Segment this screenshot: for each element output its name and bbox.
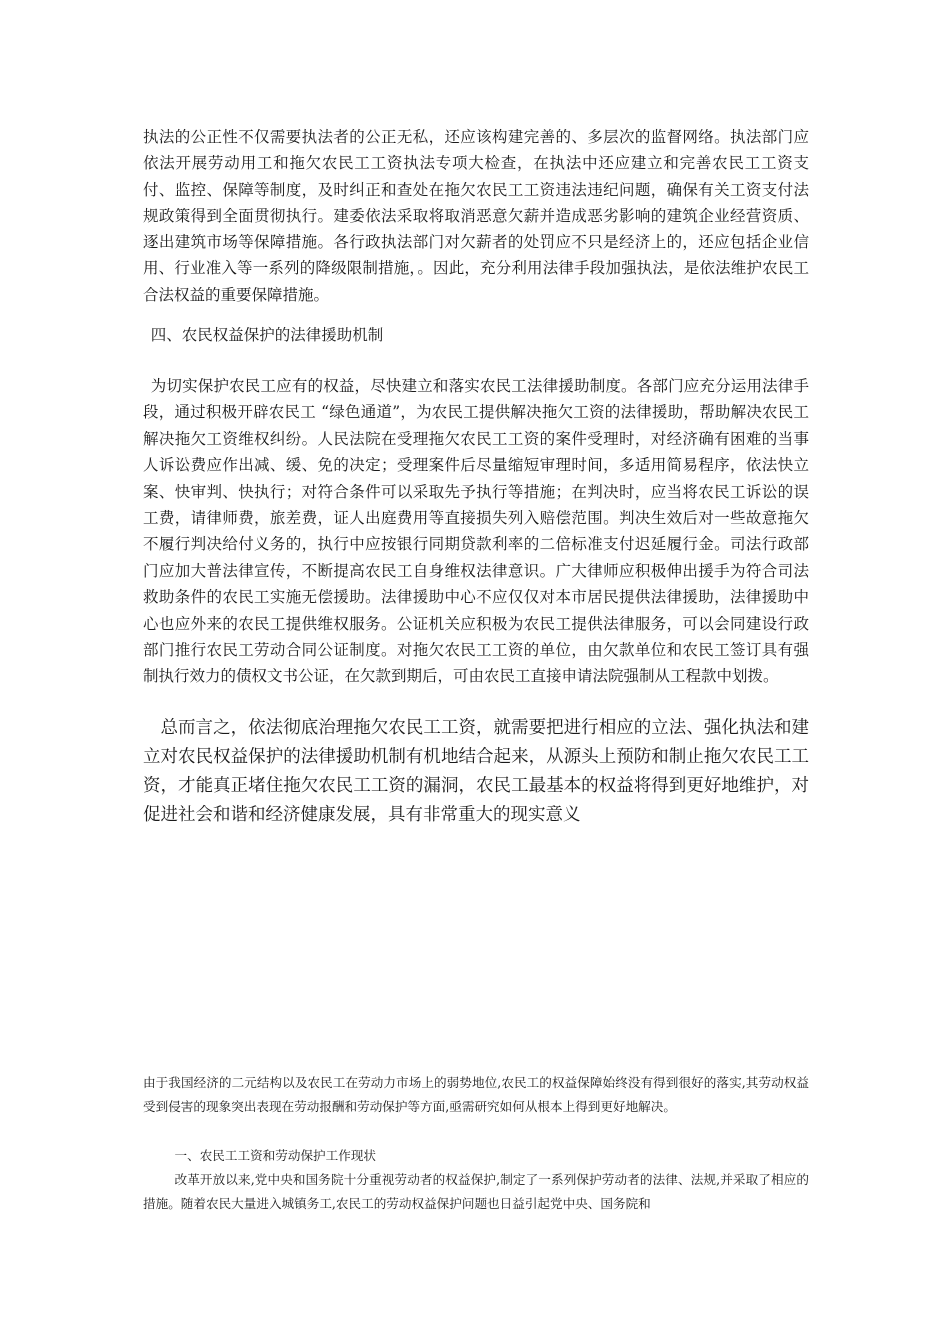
paragraph-law-enforcement: 执法的公正性不仅需要执法者的公正无私，还应该构建完善的、多层次的监督网络。执法部门应依法开展劳动用工和拖欠农民工工资执法专项大检查，在执法中还应建立和完善农民工工资支付、监控、保障等制度，及时纠正和查处在拖欠农民工工资违法违纪问题，确保有关工资支付法规政策得到全面贯彻执行。建委依法采取将取消恶意欠薪并造成恶劣影响的建筑企业经营资质、逐出建筑市场等保障措施。各行政执法部门对欠薪者的处罚应不只是经济上的，还应包括企业信用、行业准入等一系列的降级限制措施，。因此，充分利用法律手段加强执法，是依法维护农民工合法权益的重要保障措施。 [143,128,809,304]
paragraph-reform: 改革开放以来,党中央和国务院十分重视劳动者的权益保护,制定了一系列保护劳动者的法律、法规,并采取了相应的措施。随着农民大量进入城镇务工,农民工的劳动权益保护问题也日益引起党中央、国务院和 [143,1172,809,1211]
section-heading-wage-status: 一、农民工工资和劳动保护工作现状 [174,1148,376,1163]
paragraph-conclusion: 总而言之，依法彻底治理拖欠农民工工资，就需要把进行相应的立法、强化执法和建立对农民权益保护的法律援助机制有机地结合起来，从源头上预防和制止拖欠农民工工资，才能真正堵住拖欠农民工工资的漏洞，农民工最基本的权益将得到更好地维护，对促进社会和谐和经济健康发展，具有非常重大的现实意义 [143,718,809,825]
paragraph-legal-aid: 为切实保护农民工应有的权益，尽快建立和落实农民工法律援助制度。各部门应充分运用法律手段，通过积极开辟农民工 “绿色通道”，为农民工提供解决拖欠工资的法律援助，帮助解决农民工解决拖欠工资维权纠纷。人民法院在受理拖欠农民工工资的案件受理时，对经济确有困难的当事人诉讼费应作出减、缓、免的决定；受理案件后尽量缩短审理时间，多适用简易程序，依法快立案、快审判、快执行；对符合条件可以采取先予执行等措施；在判决时，应当将农民工诉讼的误工费，请律师费，旅差费，证人出庭费用等直接损失列入赔偿范围。判决生效后对一些故意拖欠不履行判决给付义务的，执行中应按银行同期贷款利率的二倍标准支付迟延履行金。司法行政部门应加大普法律宣传，不断提高农民工自身维权法律意识。广大律师应积极伸出援手为符合司法救助条件的农民工实施无偿援助。法律援助中心不应仅仅对本市居民提供法律援助，法律援助中心也应外来的农民工提供维权服务。公证机关应积极为农民工提供法律服务，可以会同建设行政部门推行农民工劳动合同公证制度。对拖欠农民工工资的单位，由欠款单位和农民工签订具有强制执行效力的债权文书公证，在欠款到期后，可由农民工直接申请法院强制从工程款中划拨。 [143,377,809,686]
paragraph-intro: 由于我国经济的二元结构以及农民工在劳动力市场上的弱势地位,农民工的权益保障始终没有得到很好的落实,其劳动权益受到侵害的现象突出表现在劳动报酬和劳动保护等方面,亟需研究如何从根本上得到更好地解决。 [143,1075,809,1114]
section-heading-legal-aid: 四、农民权益保护的法律援助机制 [150,326,384,344]
